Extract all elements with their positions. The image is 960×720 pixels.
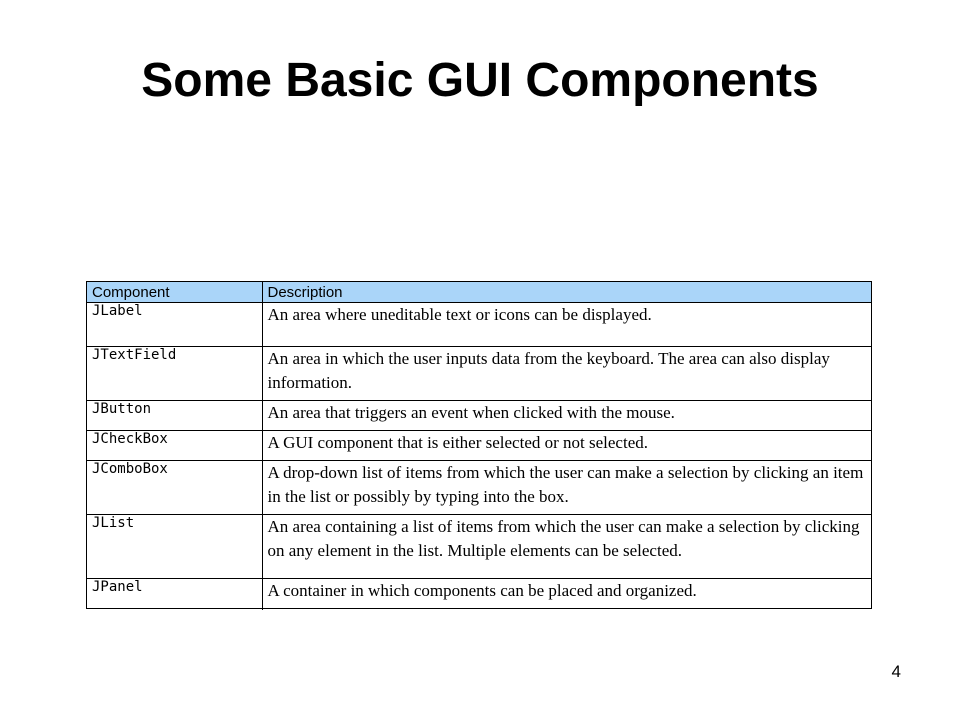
component-name: JButton	[87, 401, 262, 431]
component-description: An area that triggers an event when clicked with the mouse.	[262, 401, 871, 431]
table-row	[87, 579, 871, 610]
table-row	[87, 347, 871, 401]
header-description: Description	[262, 282, 871, 303]
component-description: A GUI component that is either selected or not selected.	[262, 431, 871, 461]
component-description: A drop-down list of items from which the user can make a selection by clicking an item in the list or possibly by typing into the box.	[262, 461, 871, 515]
table-row	[87, 515, 871, 579]
component-description: A container in which components can be placed and organized.	[267, 581, 697, 600]
component-name: JPanel	[87, 579, 262, 610]
table-row	[87, 401, 871, 431]
table-row	[87, 303, 871, 347]
component-name: JTextField	[87, 347, 262, 401]
table-header-row	[87, 282, 871, 303]
component-description: An area in which the user inputs data from the keyboard. The area can also display information.	[262, 347, 871, 401]
component-description: An area where uneditable text or icons can be displayed.	[262, 303, 871, 347]
components-table	[87, 282, 871, 610]
component-name: JLabel	[87, 303, 262, 347]
page-number: 4	[891, 662, 901, 681]
components-table-container	[86, 281, 872, 609]
table-row	[87, 431, 871, 461]
component-name: JCheckBox	[87, 431, 262, 461]
slide-title: Some Basic GUI Components	[141, 54, 819, 107]
component-name: JList	[87, 515, 262, 579]
component-name: JComboBox	[87, 461, 262, 515]
component-description: An area containing a list of items from which the user can make a selection by clicking on any element in the list. Multiple elements can be selected.	[262, 515, 871, 579]
table-row	[87, 461, 871, 515]
header-component: Component	[87, 282, 262, 303]
